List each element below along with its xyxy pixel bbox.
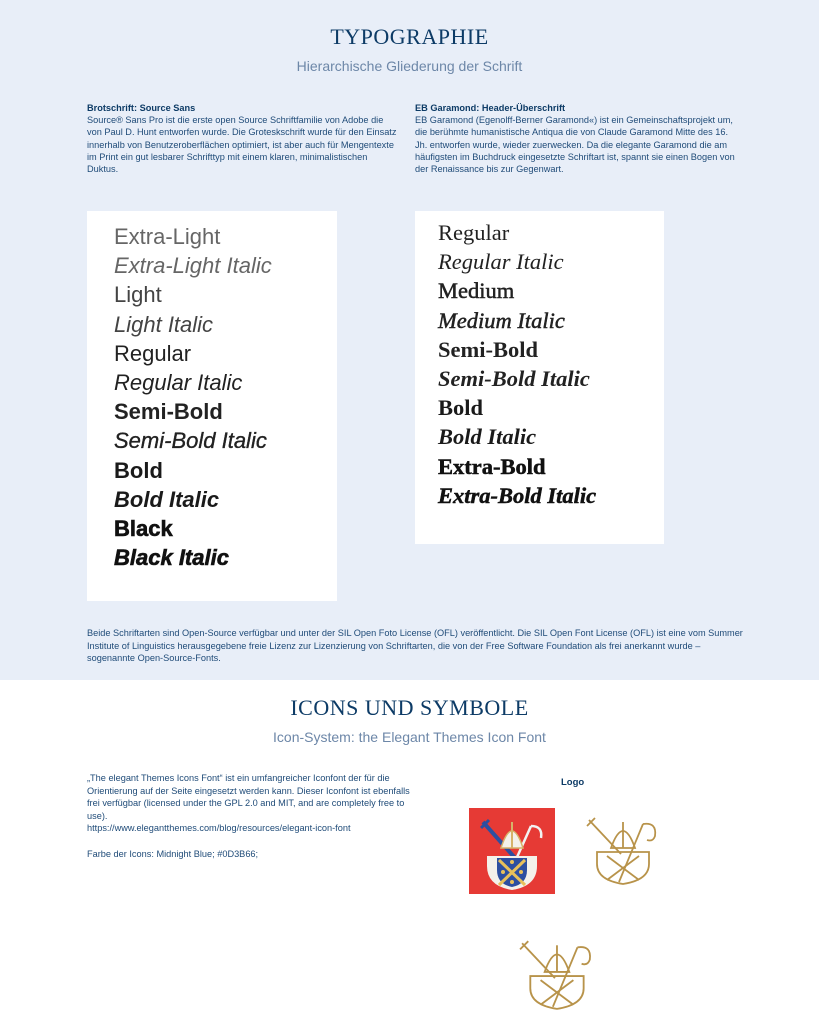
sans-weight-sample: Bold Italic — [114, 486, 220, 512]
serif-weight-sample: Extra-Bold Italic — [438, 482, 597, 508]
bishop-emblem-outline-icon — [585, 814, 663, 886]
serif-weight-sample: Bold Italic — [438, 424, 537, 450]
sans-weight-sample: Regular Italic — [114, 369, 243, 395]
serif-weight-sample: Regular — [438, 220, 510, 245]
serif-weight-sample: Semi-Bold Italic — [438, 365, 590, 391]
license-footnote: Beide Schriftarten sind Open-Source verfügbar und unter der SIL Open Foto License (OFL) veröffentlicht. Die SIL Open Font License (OFL) ist eine vom Summer Institute of Linguistics herausgegebene freie Lizenz zur Lizenzierung von Schriftarten, die von der Free Software Foundation als frei anerkannt wurde – sogenannte Open-Source-Fonts. — [87, 628, 743, 664]
icons-url-link[interactable]: https://www.elegantthemes.com/blog/resources/elegant-icon-font — [87, 823, 351, 834]
sans-weight-sample: Light Italic — [114, 311, 214, 337]
logo-red-badge — [469, 808, 555, 894]
sans-weight-sample: Semi-Bold — [114, 399, 223, 425]
sans-weight-sample: Light — [114, 282, 162, 308]
sans-weight-sample: Black — [114, 515, 173, 541]
icons-subtitle: Icon-System: the Elegant Themes Icon Font — [273, 729, 546, 745]
serif-weight-sample: Medium Italic — [438, 307, 565, 333]
serif-weight-sample: Medium — [438, 278, 515, 304]
logo-label: Logo — [561, 777, 585, 788]
serif-weight-sample: Regular Italic — [438, 249, 564, 275]
sans-weight-sample: Bold — [114, 457, 163, 483]
serif-weight-sample: Semi-Bold — [438, 336, 539, 362]
garamond-body: EB Garamond (Egenolff-Berner Garamond«) ist ein Gemeinschaftsprojekt um, die berühmte humanistische Antiqua die von Claude Garamond Mitte des 16. Jh. entworfen wurde, wieder zuerwecken. Da die elegante Garamond die am häufigsten im Buchdruck eingesetzte Schriftart ist, spannt sie einen Bogen von der Renaissance bis zur Gegenwart. — [415, 115, 735, 175]
garamond-heading: EB Garamond: Header-Überschrift — [415, 103, 566, 113]
typography-title: TYPOGRAPHIE — [330, 24, 489, 49]
source-sans-description — [87, 102, 399, 175]
sans-weight-sample: Black Italic — [114, 545, 229, 571]
icons-color-note: Farbe der Icons: Midnight Blue; #0D3B66; — [87, 848, 259, 859]
serif-weight-sample: Bold — [438, 395, 484, 421]
sans-weight-sample: Regular — [114, 340, 192, 366]
garamond-weights-list — [438, 218, 596, 510]
sans-weight-sample: Extra-Light — [114, 224, 221, 249]
source-sans-body: Source® Sans Pro ist die erste open Source Schriftfamilie von Adobe die von Paul D. Hunt entworfen wurde. Die Groteskschrift wurde für den Einsatz innerhalb von Benutzeroberflächen optimiert, ist aber auch für Mengentexte im Print ein gut lesbarer Schrifttyp mit einem klaren, minimalistischen Duktus. — [87, 115, 397, 175]
sans-weight-sample: Extra-Light Italic — [114, 253, 272, 279]
icons-body: „The elegant Themes Icons Font“ ist ein umfangreicher Iconfont der für die Orientierung auf der Seite eingesetzt werden kann. Dieser Iconfont ist ebenfalls frei verfügbar (licensed under the GPL 2.0 and MIT, and are completely free to use). — [87, 773, 410, 821]
icons-description — [87, 772, 417, 860]
bishop-emblem-outline-icon — [518, 937, 598, 1011]
typography-subtitle: Hierarchische Gliederung der Schrift — [296, 58, 523, 74]
bishop-emblem-icon — [469, 808, 555, 894]
logo-gold-outline — [585, 814, 663, 891]
logo-gold-outline-small — [518, 937, 598, 1016]
garamond-description — [415, 102, 737, 175]
source-sans-heading: Brotschrift: Source Sans — [87, 103, 196, 113]
serif-weight-sample: Extra-Bold — [438, 453, 546, 479]
icons-title: ICONS UND SYMBOLE — [290, 695, 529, 720]
sans-weight-sample: Semi-Bold Italic — [114, 428, 267, 454]
source-sans-weights-list — [114, 222, 272, 572]
